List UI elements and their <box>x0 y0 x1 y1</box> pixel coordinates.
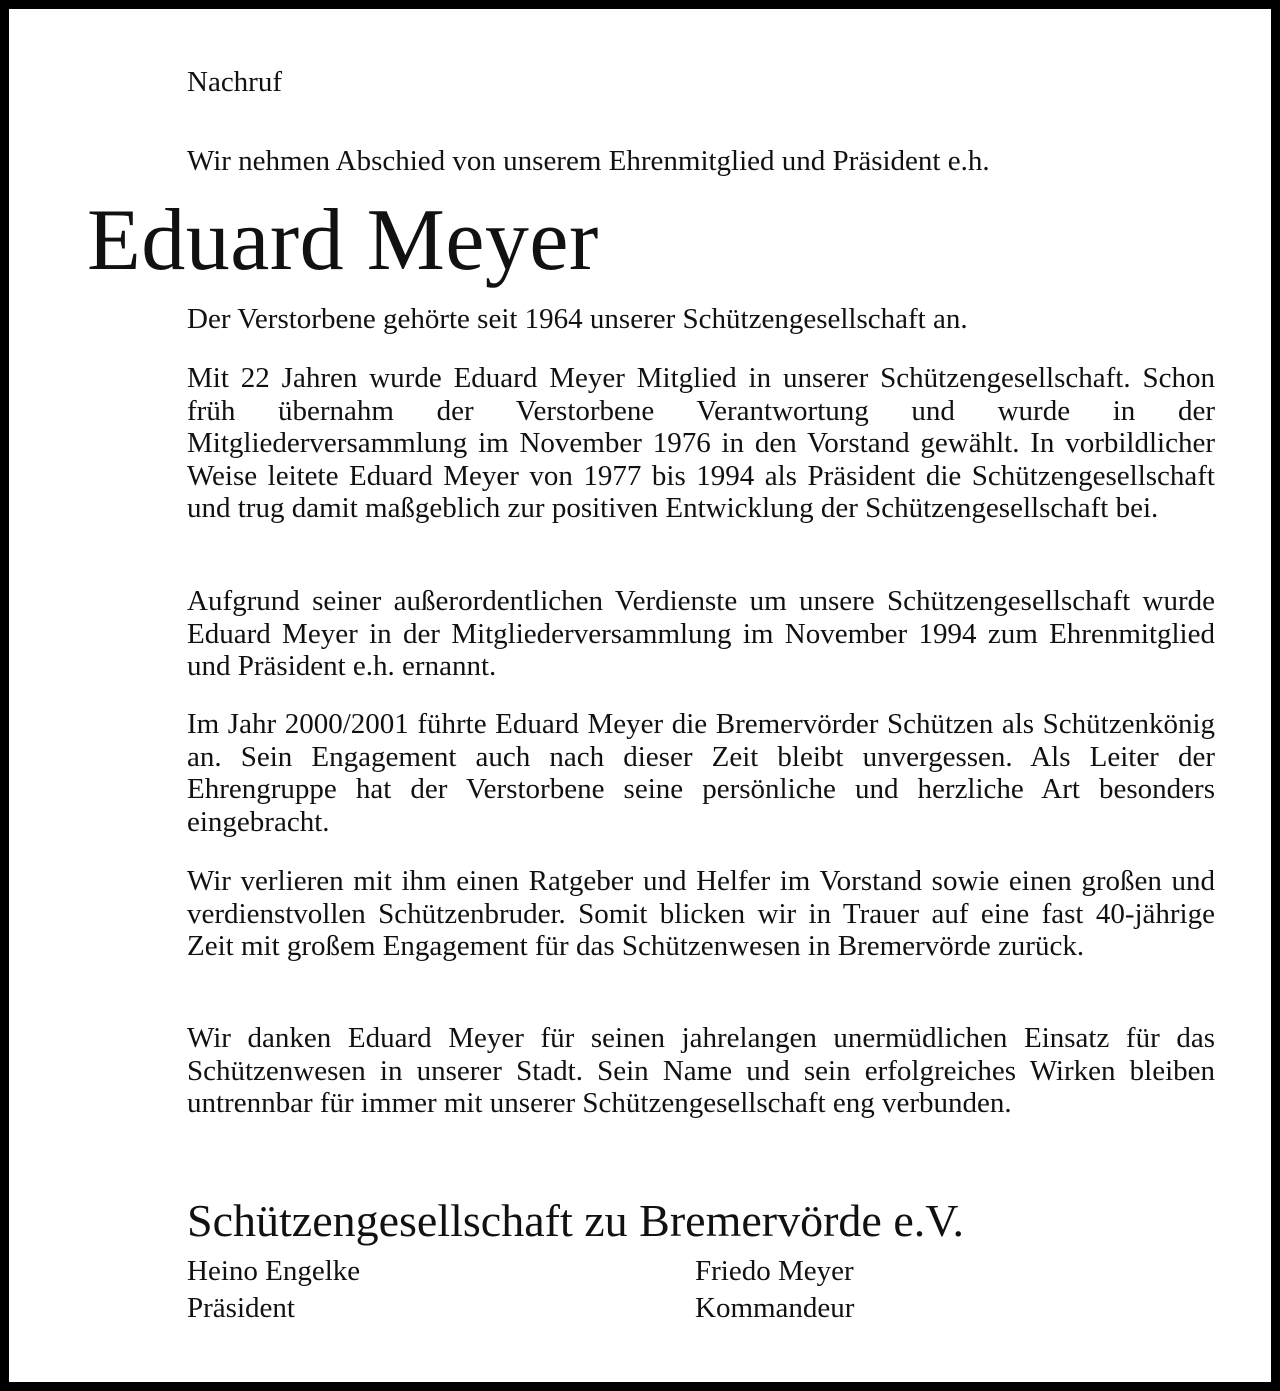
organization-name: Schützengesellschaft zu Bremervörde e.V. <box>187 1195 965 1246</box>
signatory-commander <box>695 1253 854 1327</box>
paragraph-honorary: Aufgrund seiner außerordentlichen Verdienste um unsere Schützengesellschaft wurde Eduard Meyer in der Mitgliederversammlung im November 1994 zum Ehrenmitglied und Präsident e.h. ernannt. <box>187 585 1215 682</box>
paragraph-king: Im Jahr 2000/2001 führte Eduard Meyer die Bremervörder Schützen als Schützenkönig an. Sein Engagement auch nach dieser Zeit bleibt unvergessen. Als Leiter der Ehrengruppe hat der Verstorbene seine persönliche und herzliche Art besonders eingebracht. <box>187 708 1215 838</box>
deceased-name: Eduard Meyer <box>87 192 599 289</box>
intro-line: Wir nehmen Abschied von unserem Ehrenmitglied und Präsident e.h. <box>187 145 990 177</box>
paragraph-loss: Wir verlieren mit ihm einen Ratgeber und Helfer im Vorstand sowie einen großen und verdienstvollen Schützenbruder. Somit blicken wir in Trauer auf eine fast 40-jährige Zeit mit großem Engagement für das Schützenwesen in Bremervörde zurück. <box>187 865 1215 962</box>
signatory-role: Kommandeur <box>695 1292 855 1324</box>
paragraph-membership: Der Verstorbene gehörte seit 1964 unserer Schützengesellschaft an. <box>187 303 968 335</box>
paragraph-thanks: Wir danken Eduard Meyer für seinen jahrelangen unermüdlichen Einsatz für das Schützenwesen in unserer Stadt. Sein Name und sein erfolgreiches Wirken bleiben untrennbar für immer mit unserer Schützengesellschaft eng verbunden. <box>187 1022 1215 1119</box>
signatory-name: Friedo Meyer <box>695 1255 854 1287</box>
notice-heading: Nachruf <box>187 66 283 98</box>
signatory-president <box>187 1253 360 1327</box>
paragraph-career: Mit 22 Jahren wurde Eduard Meyer Mitglied in unserer Schützengesellschaft. Schon früh übernahm der Verstorbene Verantwortung und wurde in der Mitgliederversammlung im November 1976 in den Vorstand gewählt. In vorbildlicher Weise leitete Eduard Meyer von 1977 bis 1994 als Präsident die Schützengesellschaft und trug damit maßgeblich zur positiven Entwicklung der Schützengesellschaft bei. <box>187 362 1215 524</box>
signatory-role: Präsident <box>187 1292 295 1324</box>
signatory-name: Heino Engelke <box>187 1255 361 1287</box>
